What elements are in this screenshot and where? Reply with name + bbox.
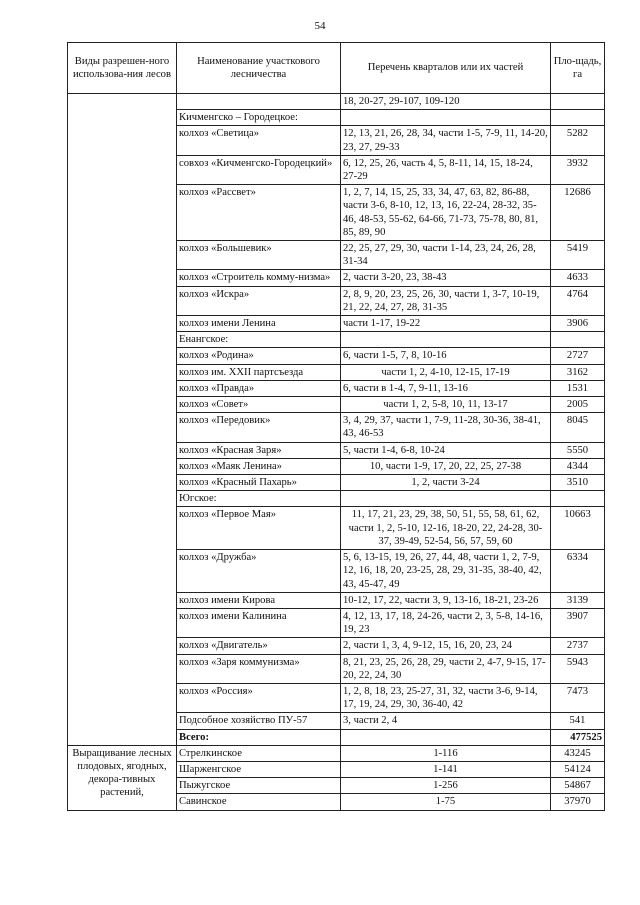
area-cell: 6334 xyxy=(551,550,605,593)
quarters-cell: 2, части 1, 3, 4, 9-12, 15, 16, 20, 23, 24 xyxy=(341,638,551,654)
area-cell: 3906 xyxy=(551,316,605,332)
section-name-cell: Енангское: xyxy=(177,332,341,348)
area-cell: 4344 xyxy=(551,458,605,474)
forestry-name-cell: колхоз им. XXII партсъезда xyxy=(177,364,341,380)
quarters-cell: 3, части 2, 4 xyxy=(341,713,551,729)
header-forestry-name: Наименование участкового лесничества xyxy=(177,43,341,94)
area-cell: 12686 xyxy=(551,185,605,241)
table-row xyxy=(68,94,605,110)
area-cell: 5943 xyxy=(551,654,605,683)
quarters-cell: 8, 21, 23, 25, 26, 28, 29, части 2, 4-7, 9-15, 17-20, 22, 24, 30 xyxy=(341,654,551,683)
area-cell xyxy=(551,94,605,110)
quarters-cell: части 1, 2, 5-8, 10, 11, 13-17 xyxy=(341,397,551,413)
quarters-cell: 5, части 1-4, 6-8, 10-24 xyxy=(341,442,551,458)
forest-use-table xyxy=(67,42,605,811)
forestry-name-cell: Пыжугское xyxy=(177,778,341,794)
quarters-cell: 6, 12, 25, 26, часть 4, 5, 8-11, 14, 15, 18-24, 27-29 xyxy=(341,155,551,184)
section-name-cell: Кичменгско – Городецкое: xyxy=(177,110,341,126)
forestry-name-cell: Подсобное хозяйство ПУ-57 xyxy=(177,713,341,729)
area-cell: 1531 xyxy=(551,380,605,396)
purpose-cell: Выращивание лесных плодовых, ягодных, декора-тивных растений, xyxy=(68,745,177,810)
total-area-cell: 477525 xyxy=(551,729,605,745)
quarters-cell: 18, 20-27, 29-107, 109-120 xyxy=(341,94,551,110)
quarters-cell: 1-141 xyxy=(341,761,551,777)
forestry-name-cell: Шарженгское xyxy=(177,761,341,777)
forestry-name-cell: колхоз «Красный Пахарь» xyxy=(177,475,341,491)
area-cell: 10663 xyxy=(551,507,605,550)
forestry-name-cell: колхоз «Красная Заря» xyxy=(177,442,341,458)
area-cell: 5282 xyxy=(551,126,605,155)
page-number: 54 xyxy=(314,20,326,32)
forestry-name-cell: колхоз имени Калинина xyxy=(177,608,341,637)
area-cell: 54124 xyxy=(551,761,605,777)
forestry-name-cell: колхоз «Двигатель» xyxy=(177,638,341,654)
forestry-name-cell: колхоз «Строитель комму-низма» xyxy=(177,270,341,286)
forestry-name-cell: колхоз имени Кирова xyxy=(177,592,341,608)
header-quarters: Перечень кварталов или их частей xyxy=(341,43,551,94)
quarters-cell: 1-256 xyxy=(341,778,551,794)
area-cell: 3139 xyxy=(551,592,605,608)
forestry-name-cell: колхоз «Рассвет» xyxy=(177,185,341,241)
header-area: Пло-щадь, га xyxy=(551,43,605,94)
quarters-cell: 6, части 1-5, 7, 8, 10-16 xyxy=(341,348,551,364)
forestry-name-cell: колхоз «Заря коммунизма» xyxy=(177,654,341,683)
header-purpose: Виды разрешен-ного использова-ния лесов xyxy=(68,43,177,94)
forestry-name-cell: колхоз «Искра» xyxy=(177,286,341,315)
area-cell: 37970 xyxy=(551,794,605,810)
area-cell: 5419 xyxy=(551,241,605,270)
area-cell: 2727 xyxy=(551,348,605,364)
area-cell: 3932 xyxy=(551,155,605,184)
area-cell: 4633 xyxy=(551,270,605,286)
quarters-cell: 1, 2, 7, 14, 15, 25, 33, 34, 47, 63, 82, 86-88, части 3-6, 8-10, 12, 13, 16, 22-24, 28-32, 35-46, 48-53, 55-62, 64-66, 71-73, 75-78, 80, 81, 85, 89, 90 xyxy=(341,185,551,241)
quarters-cell: 1, 2, части 3-24 xyxy=(341,475,551,491)
quarters-cell xyxy=(341,491,551,507)
area-cell: 3510 xyxy=(551,475,605,491)
section-name-cell: Югское: xyxy=(177,491,341,507)
quarters-cell: 6, части в 1-4, 7, 9-11, 13-16 xyxy=(341,380,551,396)
quarters-cell: 10-12, 17, 22, части 3, 9, 13-16, 18-21, 23-26 xyxy=(341,592,551,608)
table-body xyxy=(68,94,605,811)
table-header-row xyxy=(68,43,605,94)
table-row xyxy=(68,745,605,761)
total-label-cell: Всего: xyxy=(177,729,341,745)
quarters-cell: 11, 17, 21, 23, 29, 38, 50, 51, 55, 58, 61, 62, части 1, 2, 5-10, 12-16, 18-20, 22, 24-28, 30-37, 39-49, 52-54, 56, 57, 59, 60 xyxy=(341,507,551,550)
quarters-cell: 3, 4, 29, 37, части 1, 7-9, 11-28, 30-36, 38-41, 43, 46-53 xyxy=(341,413,551,442)
area-cell: 3907 xyxy=(551,608,605,637)
area-cell: 2737 xyxy=(551,638,605,654)
forestry-name-cell: колхоз «Большевик» xyxy=(177,241,341,270)
area-cell xyxy=(551,491,605,507)
quarters-cell: 2, части 3-20, 23, 38-43 xyxy=(341,270,551,286)
area-cell: 2005 xyxy=(551,397,605,413)
area-cell: 54867 xyxy=(551,778,605,794)
forestry-name-cell: колхоз «Маяк Ленина» xyxy=(177,458,341,474)
quarters-cell xyxy=(341,110,551,126)
area-cell xyxy=(551,332,605,348)
quarters-cell: 1-116 xyxy=(341,745,551,761)
forestry-name-cell: колхоз «Россия» xyxy=(177,683,341,712)
forestry-name-cell: колхоз «Первое Мая» xyxy=(177,507,341,550)
area-cell: 43245 xyxy=(551,745,605,761)
area-cell: 541 xyxy=(551,713,605,729)
quarters-cell: 5, 6, 13-15, 19, 26, 27, 44, 48, части 1, 2, 7-9, 12, 16, 18, 20, 23-25, 28, 29, 31-35, 38-40, 42, 43, 45-47, 49 xyxy=(341,550,551,593)
quarters-cell: 1, 2, 8, 18, 23, 25-27, 31, 32, части 3-6, 9-14, 17, 19, 24, 29, 30, 36-40, 42 xyxy=(341,683,551,712)
quarters-cell: 10, части 1-9, 17, 20, 22, 25, 27-38 xyxy=(341,458,551,474)
forestry-name-cell: колхоз «Совет» xyxy=(177,397,341,413)
quarters-cell xyxy=(341,332,551,348)
purpose-cell xyxy=(68,94,177,746)
quarters-cell: части 1, 2, 4-10, 12-15, 17-19 xyxy=(341,364,551,380)
quarters-cell xyxy=(341,729,551,745)
forestry-name-cell: колхоз «Родина» xyxy=(177,348,341,364)
forestry-name-cell: колхоз «Дружба» xyxy=(177,550,341,593)
forestry-name-cell: колхоз «Передовик» xyxy=(177,413,341,442)
area-cell: 8045 xyxy=(551,413,605,442)
area-cell: 7473 xyxy=(551,683,605,712)
area-cell: 4764 xyxy=(551,286,605,315)
forestry-name-cell: колхоз «Светица» xyxy=(177,126,341,155)
quarters-cell: 4, 12, 13, 17, 18, 24-26, части 2, 3, 5-8, 14-16, 19, 23 xyxy=(341,608,551,637)
forestry-name-cell xyxy=(177,94,341,110)
quarters-cell: части 1-17, 19-22 xyxy=(341,316,551,332)
forestry-name-cell: совхоз «Кичменгско-Городецкий» xyxy=(177,155,341,184)
forestry-name-cell: колхоз имени Ленина xyxy=(177,316,341,332)
area-cell: 5550 xyxy=(551,442,605,458)
quarters-cell: 1-75 xyxy=(341,794,551,810)
forestry-name-cell: колхоз «Правда» xyxy=(177,380,341,396)
quarters-cell: 2, 8, 9, 20, 23, 25, 26, 30, части 1, 3-7, 10-19, 21, 22, 24, 27, 28, 31-35 xyxy=(341,286,551,315)
forestry-name-cell: Стрелкинское xyxy=(177,745,341,761)
area-cell xyxy=(551,110,605,126)
quarters-cell: 12, 13, 21, 26, 28, 34, части 1-5, 7-9, 11, 14-20, 23, 27, 29-33 xyxy=(341,126,551,155)
quarters-cell: 22, 25, 27, 29, 30, части 1-14, 23, 24, 26, 28, 31-34 xyxy=(341,241,551,270)
area-cell: 3162 xyxy=(551,364,605,380)
forestry-name-cell: Савинское xyxy=(177,794,341,810)
